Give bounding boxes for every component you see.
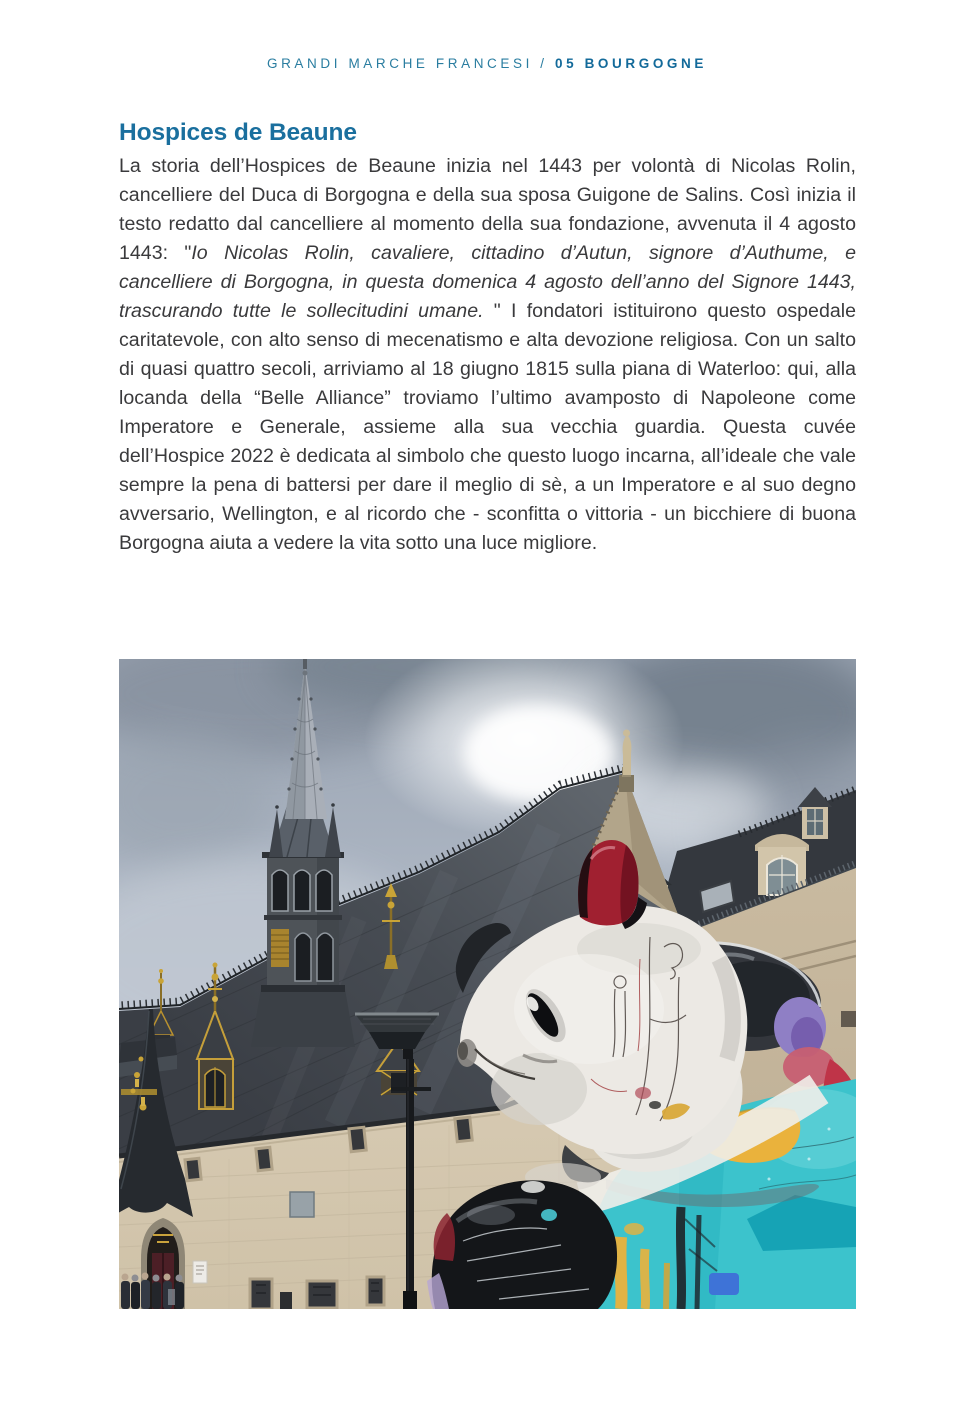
white-notice-sign xyxy=(193,1261,207,1283)
wall-plaque xyxy=(290,1192,314,1217)
kicker-section-label: GRANDI MARCHE FRANCESI / xyxy=(266,56,556,71)
body-quote-italic: Io Nicolas Rolin, cavaliere, cittadino d’Autun, signore d’Authume, e cancelliere di Borgogna, in questa domenica 4 agosto dell’anno del Signore 1443, trascurando tutte le sollecitudini umane. xyxy=(119,242,856,322)
body-lead-text: La storia dell’Hospices de Beaune inizia nel 1443 per volontà di Nicolas Rolin, cancelliere del Duca di Borgogna e della sua sposa Guigone de Salins. Così inizia il testo redatto dal cancelliere al momento della sua fondazione, avvenuta il 4 agosto 1443: " xyxy=(119,155,856,264)
blue-paint-dab xyxy=(709,1273,739,1295)
kicker-chapter-label: 05 BOURGOGNE xyxy=(555,56,707,71)
small-dark-plaque xyxy=(280,1292,292,1309)
article-body xyxy=(119,152,856,558)
article-title: Hospices de Beaune xyxy=(119,119,357,146)
body-rest-text: " I fondatori istituirono questo ospedale caritatevole, con alto senso di mecenatismo e alta devozione religiosa. Con un salto di quasi quattro secoli, arriviamo al 18 giugno 1815 sulla piana di Waterloo: qui, alla locanda della “Belle Alliance” troviamo l’ultimo avamposto di Napoleone come Imperatore e Generale, assieme alla sua vecchia guardia. Questa cuvée dell’Hospice 2022 è dedicata al simbolo che questo luogo incarna, all’ideale che vale sempre la pena di battersi per dare il meglio di sè, a un Imperatore e al suo degno avversario, Wellington, e al ricordo che - sconfitta o vittoria - un bicchiere di buona Borgogna aiuta a vedere la vita sotto una luce migliore. xyxy=(119,300,856,554)
photo-illustration xyxy=(119,659,856,1309)
photo-hospices-de-beaune-panda xyxy=(119,659,856,1309)
baroque-dormer xyxy=(755,834,809,895)
page-header-kicker xyxy=(0,56,974,71)
